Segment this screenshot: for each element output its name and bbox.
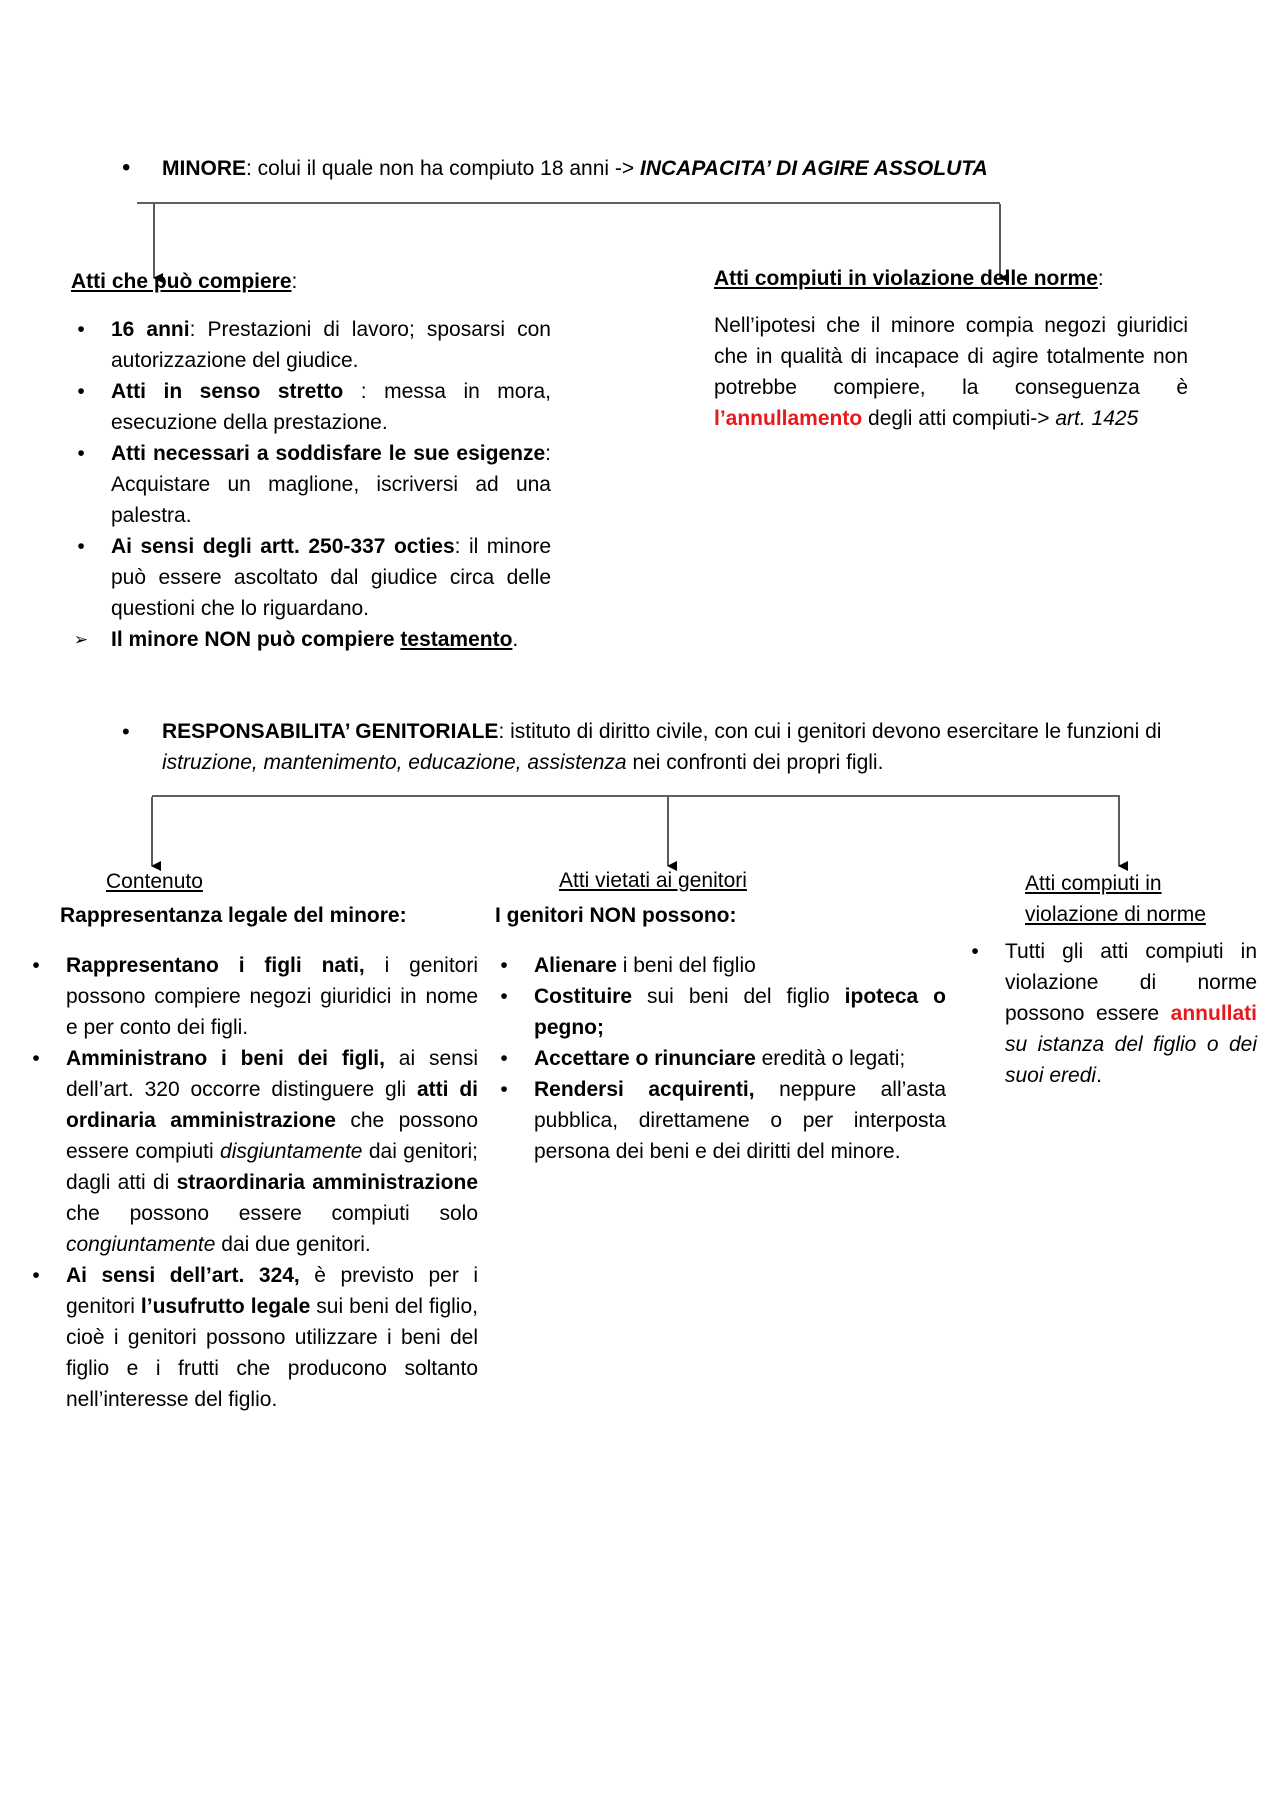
bullet-icon: • — [122, 154, 131, 181]
list-item: • Accettare o rinunciare eredità o legati; — [494, 1043, 946, 1074]
list-item: • Ai sensi dell’art. 324, è previsto per i genitori l’usufrutto legale sui beni del figlio, cioè i genitori possono utilizzare i beni del figlio e i frutti che producono soltanto nell’interesse del figlio. — [26, 1260, 478, 1415]
list-item: • Rappresentano i figli nati, i genitori possono compiere negozi giuridici in nome e per conto dei figli. — [26, 950, 478, 1043]
arrow-bullet-icon: ➢ — [73, 630, 89, 649]
minore-label: MINORE — [162, 157, 246, 180]
bullet-icon: • — [32, 1047, 40, 1070]
atti-violazione-norme-title: Atti compiuti in violazione di norme — [1025, 872, 1206, 926]
atti-vietati-subtitle: I genitori NON possono: — [495, 904, 737, 927]
bullet-icon: • — [77, 442, 85, 465]
list-item: • 16 anni: Prestazioni di lavoro; sposarsi con autorizzazione del giudice. — [71, 314, 551, 376]
bullet-icon: • — [32, 1264, 40, 1287]
atti-violazione-text: Nell’ipotesi che il minore compia negozi giuridici che in qualità di incapace di agire totalmente non potrebbe compiere, la conseguenza è l’annullamento degli atti compiuti-> art. 1425 — [714, 314, 1188, 430]
contenuto-list — [26, 950, 478, 1415]
list-item: • Ai sensi degli artt. 250-337 octies: il minore può essere ascoltato dal giudice circa delle questioni che lo riguardano. — [71, 531, 551, 624]
bullet-icon: • — [500, 1047, 508, 1070]
list-item: • Costituire sui beni del figlio ipoteca o pegno; — [494, 981, 946, 1043]
atti-vietati-list — [494, 950, 946, 1167]
list-item: • Amministrano i beni dei figli, ai sensi dell’art. 320 occorre distinguere gli atti di ordinaria amministrazione che possono essere compiuti disgiuntamente dai genitori; dagli atti di straordinaria amministrazione che possono essere compiuti solo congiuntamente dai due genitori. — [26, 1043, 478, 1260]
atti-compiere-list — [71, 314, 551, 655]
bullet-icon: • — [500, 954, 508, 977]
contenuto-title: Contenuto — [106, 870, 203, 893]
list-item: • Atti necessari a soddisfare le sue esigenze: Acquistare un maglione, iscriversi ad una palestra. — [71, 438, 551, 531]
bullet-icon: • — [971, 940, 979, 963]
list-item: ➢ Il minore NON può compiere testamento. — [71, 624, 551, 655]
bullet-icon: • — [77, 380, 85, 403]
list-item: • Alienare i beni del figlio — [494, 950, 946, 981]
atti-vietati-title: Atti vietati ai genitori — [559, 869, 747, 892]
bullet-icon: • — [122, 719, 130, 744]
contenuto-subtitle: Rappresentanza legale del minore: — [60, 904, 407, 927]
atti-compiere-title: Atti che può compiere: — [71, 270, 298, 293]
bullet-icon: • — [77, 535, 85, 558]
atti-violazione-title: Atti compiuti in violazione delle norme: — [714, 267, 1104, 290]
bullet-icon: • — [500, 985, 508, 1008]
responsabilita-heading: • RESPONSABILITA’ GENITORIALE: istituto di diritto civile, con cui i genitori devono esercitare le funzioni di istruzione, mantenimento, educazione, assistenza nei confronti dei propri figli. — [122, 716, 1172, 778]
bullet-icon: • — [32, 954, 40, 977]
atti-violazione-norme-list — [965, 936, 1257, 1091]
minore-emphasis: INCAPACITA’ DI AGIRE ASSOLUTA — [640, 157, 988, 180]
list-item: • Atti in senso stretto : messa in mora, esecuzione della prestazione. — [71, 376, 551, 438]
bullet-icon: • — [500, 1078, 508, 1101]
list-item: • Rendersi acquirenti, neppure all’asta pubblica, direttamene o per interposta persona dei beni e dei diritti del minore. — [494, 1074, 946, 1167]
minore-heading: • MINORE: colui il quale non ha compiuto 18 anni -> INCAPACITA’ DI AGIRE ASSOLUTA — [122, 154, 988, 181]
list-item: • Tutti gli atti compiuti in violazione di norme possono essere annullati su istanza del figlio o dei suoi eredi. — [965, 936, 1257, 1091]
bullet-icon: • — [77, 318, 85, 341]
